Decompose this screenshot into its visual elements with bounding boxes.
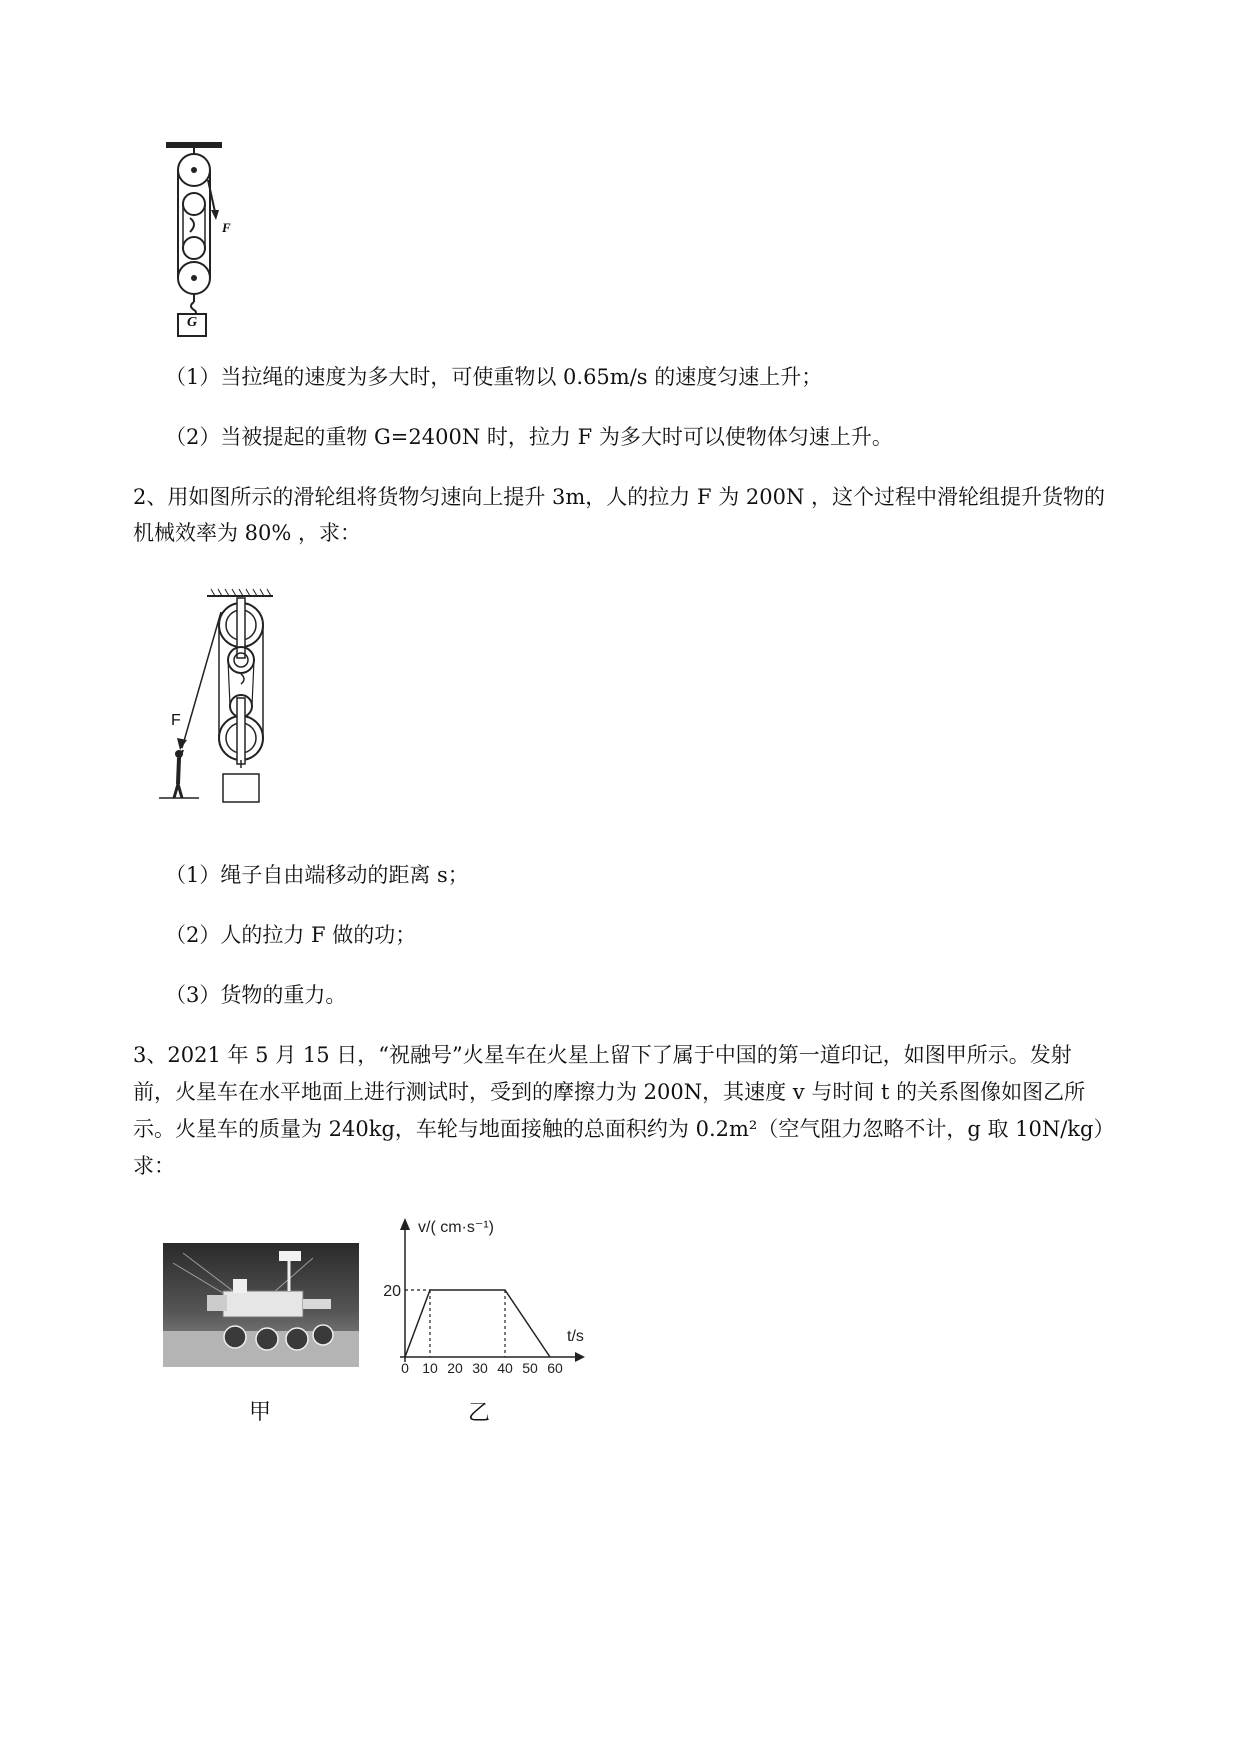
q3-line3: 示。火星车的质量为 240kg，车轮与地面接触的总面积约为 0.2m²（空气阻力忽略不计，g 取 10N/kg） bbox=[133, 1117, 1115, 1141]
x-tick-label: 20 bbox=[447, 1360, 463, 1376]
q1-sub2: （2）当被提起的重物 G=2400N 时，拉力 F 为多大时可以使物体匀速上升。 bbox=[165, 425, 893, 449]
x-tick-label: 30 bbox=[472, 1360, 488, 1376]
x-axis-arrow bbox=[575, 1352, 585, 1362]
q2-sub2: （2）人的拉力 F 做的功； bbox=[165, 923, 417, 947]
pulley-diagram-1 bbox=[160, 140, 260, 340]
force-label: F bbox=[222, 220, 231, 235]
q2-line2: 机械效率为 80% ，求： bbox=[133, 521, 362, 545]
x-tick-label: 0 bbox=[401, 1360, 409, 1376]
force-label: F bbox=[171, 712, 181, 729]
load-label: G bbox=[187, 315, 198, 330]
x-tick-label: 10 bbox=[422, 1360, 438, 1376]
q1-sub1: （1）当拉绳的速度为多大时，可使重物以 0.65m/s 的速度匀速上升； bbox=[165, 365, 823, 389]
caption-b: 乙 bbox=[468, 1401, 491, 1426]
vt-chart-svg bbox=[375, 1210, 590, 1380]
pulley-figure-1 bbox=[160, 140, 260, 340]
q3-line1: 3、2021 年 5 月 15 日，“祝融号”火星车在火星上留下了属于中国的第一道印记，如图甲所示。发射 bbox=[133, 1043, 1072, 1067]
velocity-line bbox=[405, 1290, 550, 1357]
x-axis-label: t/s bbox=[567, 1328, 584, 1345]
q2-sub3: （3）货物的重力。 bbox=[165, 983, 347, 1007]
vt-chart bbox=[375, 1210, 590, 1380]
q3-line4: 求： bbox=[133, 1154, 175, 1178]
x-tick-label: 40 bbox=[497, 1360, 513, 1376]
rover-photo bbox=[163, 1243, 359, 1367]
q2-line1: 2、用如图所示的滑轮组将货物匀速向上提升 3m，人的拉力 F 为 200N ，这个过程中滑轮组提升货物的 bbox=[133, 485, 1106, 509]
y-tick-label: 20 bbox=[383, 1283, 401, 1300]
pulley-diagram-2 bbox=[155, 588, 285, 813]
pulley-figure-2 bbox=[155, 588, 285, 813]
x-tick-label: 50 bbox=[522, 1360, 538, 1376]
y-axis-arrow bbox=[400, 1218, 410, 1230]
x-tick-label: 60 bbox=[547, 1360, 563, 1376]
q2-sub1: （1）绳子自由端移动的距离 s； bbox=[165, 863, 469, 887]
y-axis-label: v/( cm·s⁻¹) bbox=[418, 1219, 494, 1236]
caption-a: 甲 bbox=[249, 1400, 272, 1425]
q3-line2: 前，火星车在水平地面上进行测试时，受到的摩擦力为 200N，其速度 v 与时间 t 的关系图像如图乙所 bbox=[133, 1080, 1086, 1104]
